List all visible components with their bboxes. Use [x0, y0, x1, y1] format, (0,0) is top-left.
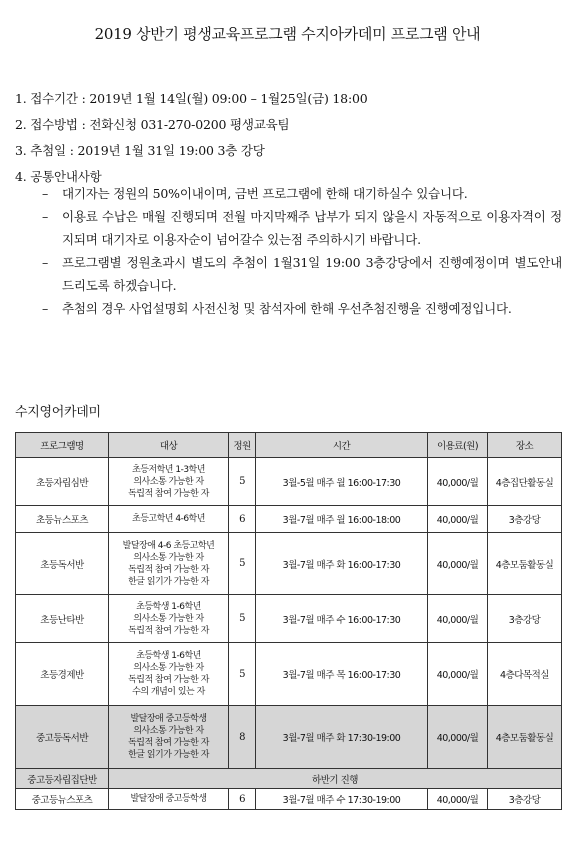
target-cell [109, 533, 229, 595]
program-name-cell: 초등자립심반 [16, 458, 109, 506]
target-line: 한글 읽기가 가능한 자 [128, 750, 209, 760]
fee-cell: 40,000/월 [428, 533, 488, 595]
target-cell [109, 595, 229, 643]
span-note-cell: 하반기 진행 [109, 769, 562, 789]
section-title: 수지영어카데미 [15, 405, 101, 420]
fee-cell: 40,000/월 [428, 643, 488, 706]
program-name-cell: 초등난타반 [16, 595, 109, 643]
target-line: 의사소통 가능한 자 [133, 726, 204, 736]
info-application-period: 1. 접수기간 : 2019년 1월 14일(월) 09:00 – 1월25일(금) 18:00 [15, 91, 368, 106]
place-cell: 4층모둠활동실 [488, 706, 562, 769]
fee-cell: 40,000/월 [428, 506, 488, 533]
table-row-highlighted [16, 706, 562, 769]
time-cell: 3월-7월 매주 수 17:30-19:00 [256, 789, 428, 810]
target-line: 한글 읽기가 가능한 자 [128, 576, 209, 587]
note-text: 대기자는 정원의 50%이내이며, 금번 프로그램에 한해 대기하실수 있습니다. [62, 186, 468, 201]
target-cell [109, 643, 229, 706]
time-cell: 3월-7월 매주 월 16:00-18:00 [256, 506, 428, 533]
target-line: 의사소통 가능한 자 [133, 476, 204, 487]
info-lottery-date: 3. 추첨일 : 2019년 1월 31일 19:00 3층 강당 [15, 143, 265, 158]
program-name-cell: 초등독서반 [16, 533, 109, 595]
target-line: 초등학생 1-6학년 [136, 651, 201, 661]
note-item [42, 182, 562, 205]
target-cell [109, 458, 229, 506]
target-line: 독립적 참여 가능한 자 [128, 625, 209, 636]
dash-bullet: – [42, 301, 49, 316]
program-name-cell: 초등경제반 [16, 643, 109, 706]
target-cell [109, 706, 229, 769]
dash-bullet: – [42, 209, 49, 224]
table-row [16, 595, 562, 643]
time-cell: 3월-7월 매주 화 17:30-19:00 [256, 706, 428, 769]
target-cell [109, 506, 229, 533]
program-name-cell: 초등뉴스포츠 [16, 506, 109, 533]
target-line: 독립적 참여 가능한 자 [128, 488, 209, 499]
header-target: 대상 [109, 433, 229, 458]
capacity-cell: 5 [229, 458, 256, 506]
note-text: 추첨의 경우 사업설명회 사전신청 및 참석자에 한해 우선추첨진행을 진행예정입니다. [62, 301, 512, 316]
target-line: 발달장애 중고등학생 [130, 794, 207, 804]
program-name-cell: 중고등뉴스포츠 [16, 789, 109, 810]
header-time: 시간 [256, 433, 428, 458]
capacity-cell: 6 [229, 789, 256, 810]
place-cell: 3층강당 [488, 595, 562, 643]
time-cell: 3월-7월 매주 목 16:00-17:30 [256, 643, 428, 706]
program-table [15, 432, 562, 810]
header-place: 장소 [488, 433, 562, 458]
info-list [15, 86, 560, 190]
info-common-notice-heading: 4. 공통안내사항 [15, 169, 102, 184]
time-cell: 3월-7월 매주 수 16:00-17:30 [256, 595, 428, 643]
table-header-row [16, 433, 562, 458]
target-line: 수의 개념이 있는 자 [132, 687, 205, 697]
target-line: 독립적 참여 가능한 자 [128, 564, 209, 575]
fee-cell: 40,000/월 [428, 595, 488, 643]
header-program-name: 프로그램명 [16, 433, 109, 458]
info-application-method: 2. 접수방법 : 전화신청 031-270-0200 평생교육팀 [15, 117, 290, 132]
table-row [16, 533, 562, 595]
target-line: 독립적 참여 가능한 자 [128, 675, 209, 685]
target-line: 초등학생 1-6학년 [136, 601, 201, 612]
fee-cell: 40,000/월 [428, 458, 488, 506]
table-row [16, 506, 562, 533]
dash-bullet: – [42, 255, 49, 270]
target-line: 의사소통 가능한 자 [133, 663, 204, 673]
place-cell: 4층다목적실 [488, 643, 562, 706]
capacity-cell: 5 [229, 533, 256, 595]
capacity-cell: 8 [229, 706, 256, 769]
note-item [42, 205, 562, 251]
capacity-cell: 5 [229, 643, 256, 706]
capacity-cell: 6 [229, 506, 256, 533]
target-line: 발달장애 중고등학생 [130, 714, 207, 724]
note-item [42, 251, 562, 297]
place-cell: 4층집단활동실 [488, 458, 562, 506]
fee-cell: 40,000/월 [428, 789, 488, 810]
target-line: 독립적 참여 가능한 자 [128, 738, 209, 748]
target-cell [109, 789, 229, 810]
time-cell: 3월-5월 매주 월 16:00-17:30 [256, 458, 428, 506]
program-name-cell: 중고등독서반 [16, 706, 109, 769]
dash-bullet: – [42, 186, 49, 201]
fee-cell: 40,000/월 [428, 706, 488, 769]
header-fee: 이용료(원) [428, 433, 488, 458]
time-cell: 3월-7월 매주 화 16:00-17:30 [256, 533, 428, 595]
place-cell: 3층강당 [488, 506, 562, 533]
place-cell: 4층모둠활동실 [488, 533, 562, 595]
note-text: 프로그램별 정원초과시 별도의 추첨이 1월31일 19:00 3층강당에서 진행예정이며 별도안내 드리도록 하겠습니다. [62, 255, 562, 293]
target-line: 의사소통 가능한 자 [133, 613, 204, 624]
table-row [16, 458, 562, 506]
common-notes [42, 182, 562, 320]
header-capacity: 정원 [229, 433, 256, 458]
table-row-span [16, 769, 562, 789]
note-text: 이용료 수납은 매월 진행되며 전월 마지막째주 납부가 되지 않을시 자동적으로 이용자격이 정지되며 대기자로 이용자순이 넘어갈수 있는점 주의하시기 바랍니다. [62, 209, 562, 247]
place-cell: 3층강당 [488, 789, 562, 810]
target-line: 의사소통 가능한 자 [133, 552, 204, 563]
capacity-cell: 5 [229, 595, 256, 643]
program-name-cell: 중고등자립집단반 [16, 769, 109, 789]
target-line: 초등저학년 1-3학년 [132, 464, 205, 475]
table-row [16, 789, 562, 810]
table-row [16, 643, 562, 706]
document-title: 2019 상반기 평생교육프로그램 수지아카데미 프로그램 안내 [94, 25, 481, 43]
target-line: 발달장애 4-6 초등고학년 [122, 540, 215, 551]
target-line: 초등고학년 4-6학년 [132, 514, 205, 524]
note-item [42, 297, 562, 320]
